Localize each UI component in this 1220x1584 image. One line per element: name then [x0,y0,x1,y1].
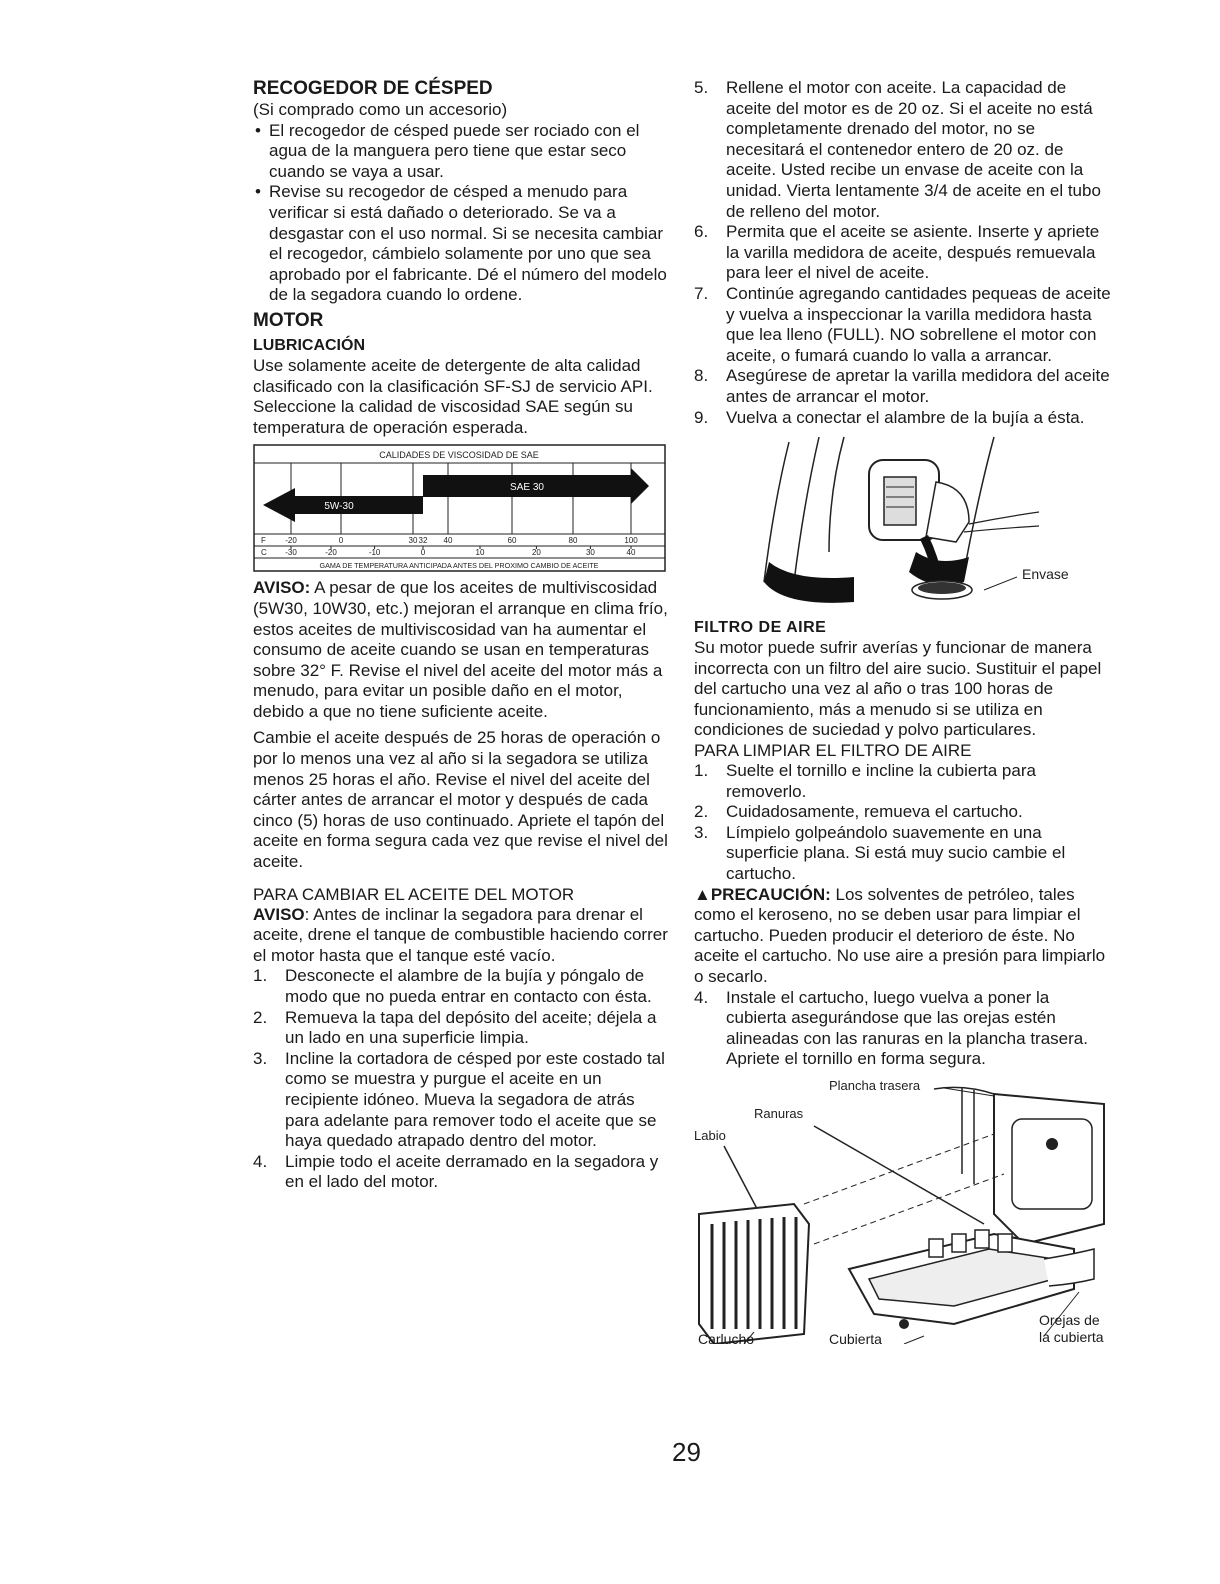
f-tick-label: 30 [408,536,418,546]
lubrication-text: Use solamente aceite de detergente de alta calidad clasificado con la clasificación SF-SJ de servicio API. Seleccione la calidad de viscosidad SAE según su temperatura de operación esperada. [253,355,653,437]
warning-icon: ▲ [694,884,711,904]
caution-text: Los solventes de petróleo, tales como el keroseno, no se deben usar para limpiar el cartucho. Pueden producir el deterioro de éste. No aceite el cartucho. No use aire a presión para limpiarlo o secarlo. [694,884,1106,986]
step-text: Limpie todo el aceite derramado en la segadora y en el lado del motor. [285,1151,659,1192]
list-item [694,988,1114,1070]
step-text: Instale el cartucho, luego vuelva a poner la cubierta asegurándose que las orejas estén alineadas con las ranuras en la plancha trasera. Apriete el tornillo en forma segura. [726,987,1088,1069]
left-column [253,78,673,1193]
list-item: • El recogedor de césped puede ser rociado con el agua de la manguera pero tiene que estar seco cuando se vaya a usar. [253,121,673,183]
aviso-multiviscosity [253,578,673,722]
c-tick-label: 30 [585,548,595,558]
list-item [694,823,1114,885]
step-number: 8. [694,366,709,386]
orejas-label-line2: la cubierta [1039,1328,1104,1345]
list-item [253,1008,673,1049]
change-oil-text: Cambie el aceite después de 25 horas de operación o por lo menos una vez al año si la segadora se utiliza menos 25 horas el año. Revise el nivel del aceite del cárter antes de arrancar el motor y después de cada cinco (5) horas de uso continuado. Apriete el tapón del aceite en forma segura cada vez que revise el nivel del aceite. [253,728,668,872]
step-number: 6. [694,222,709,242]
f-tick-label: 40 [443,536,453,546]
c-axis-label: C [261,548,267,558]
step-text: Permita que el aceite se asiente. Inserte y apriete la varilla medidora de aceite, después remuevala para leer el nivel de aceite. [726,222,1100,283]
step-text: Vuelva a conectar el alambre de la bujía a ésta. [726,407,1085,427]
change-oil-title: PARA CAMBIAR EL ACEITE DEL MOTOR [253,884,575,904]
envase-label: Envase [1022,566,1069,583]
f-tick-label: 0 [338,536,344,546]
change-oil-steps [253,966,673,1193]
list-item [253,966,673,1007]
f-tick-label: 100 [624,536,638,546]
aviso-label: AVISO: [253,578,311,598]
sae-viscosity-chart [253,444,666,572]
air-filter-illustration [694,1074,1114,1347]
step-text: Límpielo golpeándolo suavemente en una superficie plana. Si está muy sucio cambie el cartucho. [726,822,1066,884]
step-text: Continúe agregando cantidades pequeas de aceite y vuelva a inspeccionar la varilla medidora hasta que lea lleno (FULL). NO sobrellene el motor con aceite, o fumará cuando lo valla a arrancar. [726,283,1111,365]
right-column [694,78,1114,1348]
step-text: Cuidadosamente, remueva el cartucho. [726,802,1023,822]
step-text: Remueva la tapa del depósito del aceite; déjela a un lado en una superficie limpia. [285,1007,657,1048]
list-item [694,408,1114,429]
orejas-label [1039,1312,1104,1346]
sae-chart-svg [253,444,666,572]
caution-label: PRECAUCIÓN: [710,884,831,904]
c-tick-label: 0 [420,548,426,558]
5w30-label: 5W-30 [324,501,354,513]
chart-c-ticks [261,546,636,557]
fill-oil-steps [694,78,1114,428]
f-axis-label: F [261,536,266,546]
list-item [694,802,1114,823]
chart-title: CALIDADES DE VISCOSIDAD DE SAE [379,450,539,461]
step-number: 4. [694,987,709,1007]
aviso-drain [253,905,673,967]
chart-footer: GAMA DE TEMPERATURA ANTICIPADA ANTES DEL PROXIMO CAMBIO DE ACEITE [319,561,599,571]
step-number: 4. [253,1151,268,1171]
motor-title: MOTOR [253,309,324,331]
oil-fill-drawing [694,432,1114,614]
step-number: 7. [694,283,709,303]
f-tick-label: 80 [568,536,578,546]
aviso-text: : Antes de inclinar la segadora para drenar el aceite, drene el tanque de combustible haciendo correr el motor hasta que el tanque esté vacío. [253,904,668,965]
labio-label: Labio [694,1127,726,1143]
c-tick-label: 10 [475,548,485,558]
step-text: Rellene el motor con aceite. La capacidad de aceite del motor es de 20 oz. Si el aceite no está completamente drenado del motor, no se necesitará el contenedor entero de 20 oz. de aceite. Usted recibe un envase de aceite con la unidad. Vierta lentamente 3/4 de aceite en el tubo de relleno del motor. [726,78,1101,221]
cartucho-label: Carlucho [698,1330,755,1347]
list-item [694,222,1114,284]
clean-filter-steps [694,761,1114,885]
air-filter-drawing [694,1074,1114,1344]
f-tick-label: -20 [285,536,297,546]
lubrication-title: LUBRICACIÓN [253,336,365,354]
list-item: • Revise su recogedor de césped a menudo para verificar si está dañado o deteriorado. Se va a desgastar con el uso normal. Si se necesita cambiar el recogedor, cámbielo solamente por uno que sea aprobado por el fabricante. Dé el número del modelo de la segadora cuando lo ordene. [253,182,673,306]
sae30-label: SAE 30 [510,482,544,494]
ranuras-label: Ranuras [754,1105,804,1121]
f-tick-label: 32 [418,536,428,546]
air-filter-text: Su motor puede sufrir averías y funcionar de manera incorrecta con un filtro del aire sucio. Sustituir el papel del cartucho una vez al año o tras 100 horas de funcionamiento, más a menudo si se utiliza en condiciones de suciedad y polvo particulares. [694,638,1102,740]
step-text: Incline la cortadora de césped por este costado tal como se muestra y purgue el aceite en un recipiente idóneo. Mueva la segadora de atrás para adelante para remover todo el aceite que se haya quedado atrapado dentro del motor. [285,1048,665,1151]
page-number: 29 [672,1437,701,1467]
oil-fill-illustration [694,432,1114,614]
c-tick-label: 40 [626,548,636,558]
step-number: 9. [694,407,709,427]
plancha-trasera-label: Plancha trasera [829,1077,921,1093]
step-text: Desconecte el alambre de la bujía y póngalo de modo que no pueda entrar en contacto con ésta. [285,966,652,1006]
grass-catcher-subtitle: (Si comprado como un accesorio) [253,100,508,119]
clean-filter-step-4 [694,988,1114,1070]
aviso-label: AVISO [253,904,305,924]
grass-catcher-bullets [253,121,673,306]
cubierta-label: Cubierta [829,1330,882,1347]
list-item [253,1152,673,1193]
c-tick-label: -20 [325,548,337,558]
clean-filter-title: PARA LIMPIAR EL FILTRO DE AIRE [694,741,972,761]
list-item [694,284,1114,366]
chart-bars [263,468,649,522]
step-number: 3. [253,1048,268,1068]
aviso-text: A pesar de que los aceites de multiviscosidad (5W30, 10W30, etc.) mejoran el arranque en clima frío, estos aceites de multiviscosidad van ha aumentar el consumo de aceite cuando se usan en temperaturas sobre 32° F. Revise el nivel del aceite del motor más a menudo, para evitar un posible daño en el motor, debido a que no tiene suficiente aceite. [253,578,668,721]
step-number: 2. [253,1007,268,1027]
air-filter-title: FILTRO DE AIRE [694,619,827,637]
step-text: Suelte el tornillo e incline la cubierta para removerlo. [726,761,1036,801]
step-number: 1. [694,761,709,781]
f-tick-label: 60 [507,536,517,546]
step-number: 2. [694,802,709,822]
list-item [694,761,1114,802]
step-number: 3. [694,822,709,842]
step-text: Asegúrese de apretar la varilla medidora del aceite antes de arrancar el motor. [726,366,1110,406]
list-item [253,1049,673,1152]
c-tick-label: -30 [285,548,297,558]
chart-f-ticks [261,536,638,545]
step-number: 1. [253,966,268,986]
c-tick-label: 20 [531,548,541,558]
caution-note [694,885,1114,988]
orejas-label-line1: Orejas de [1039,1311,1100,1328]
step-number: 5. [694,78,709,97]
list-item [694,78,1114,222]
list-item [694,366,1114,407]
grass-catcher-title: RECOGEDOR DE CÉSPED [253,78,493,99]
c-tick-label: -10 [368,548,381,558]
